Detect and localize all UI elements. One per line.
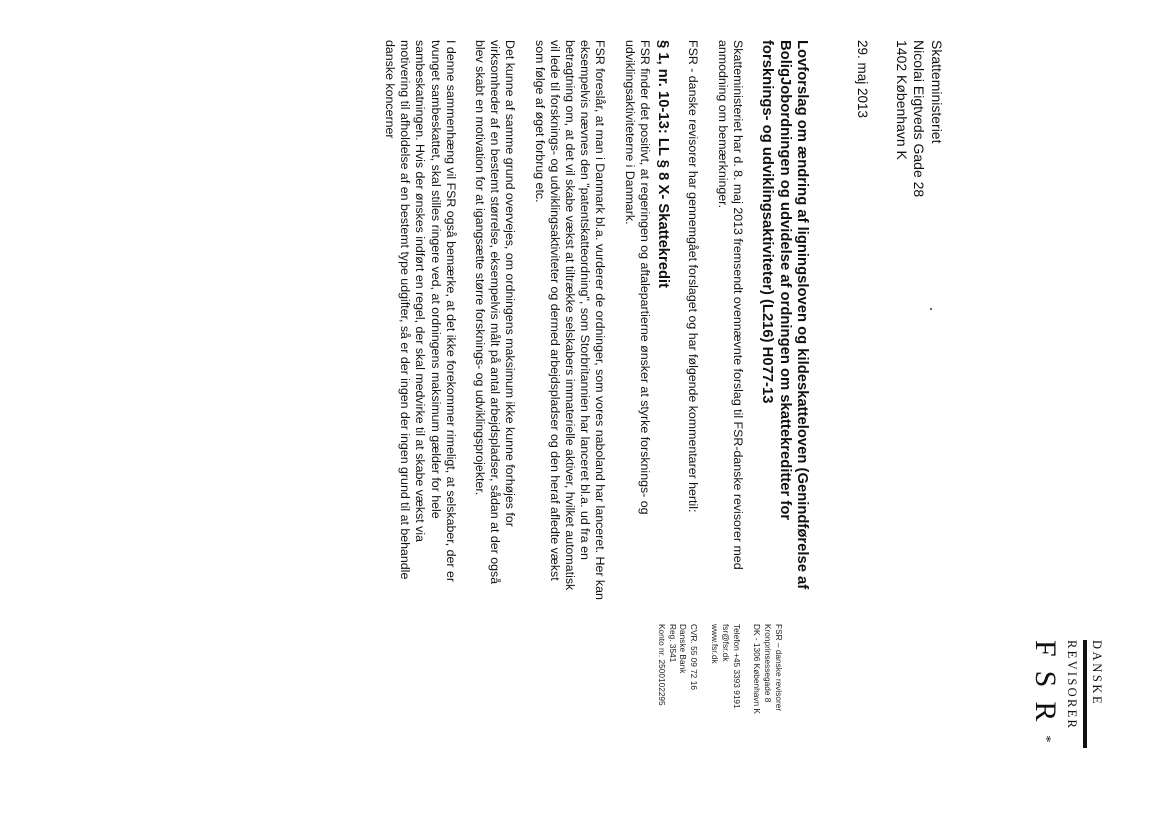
stray-mark (930, 308, 932, 310)
sender-bank: Danske Bank (678, 624, 689, 674)
sender-address (656, 624, 784, 754)
recipient-line: Skatteministeriet (929, 40, 945, 144)
logo-line-2: REVISORER (1065, 640, 1079, 731)
logo-star: * (1038, 735, 1053, 743)
logo-line-1: DANSKE (1090, 640, 1104, 707)
recipient-line: Nicolai Eigtveds Gade 28 (911, 40, 928, 198)
paragraph: FSR finder det positivt, at regeringen og aftalepartierne ønsker at styrke forsknings- og udviklingsaktiviteterne i Danmark. (622, 40, 652, 515)
paragraph: Det kunne af samme grund overvejes, om ordningens maksimum ikke kunne forhøjes for virksomheder af en bestemt størrelse, eksempelvis målt på antal arbejdspladser, sådan at der også blev skabt en motivation for at igangsætte større forsknings- og udviklingsprojekter. (472, 40, 518, 585)
paragraph: Skatteministeriet har d. 8. maj 2013 fremsendt ovennævnte forslag til FSR-danske revisorer med anmodning om bemærkninger. (715, 40, 745, 570)
logo-divider (1083, 640, 1087, 748)
letter-body (368, 40, 810, 600)
sender-line: DK - 1306 København K (752, 624, 763, 714)
fsr-logo (1029, 640, 1104, 750)
sender-bank: Konto nr. 2500102295 (656, 624, 667, 706)
recipient-line: 1402 København K (894, 40, 910, 160)
letter-date: 29. maj 2013 (855, 40, 870, 119)
logo-mark-text: FSR (1029, 640, 1062, 736)
letter-title: Lovforslag om ændring af ligningsloven og kildeskatteloven (Genindførelse af BoligJobordningen og udvidelse af ordningen om skattekreditter for forsknings- og udviklingsaktiviteter) (L216) H077-13 (759, 40, 810, 590)
paragraph: FSR - danske revisorer har gennemgået forslaget og har følgende kommentarer hertil: (686, 40, 701, 513)
spacer (699, 624, 709, 754)
spacer (742, 624, 752, 754)
section-heading: § 1, nr. 10-13: LL § 8 X- Skattekredit (655, 40, 672, 289)
sender-contact: Telefon +45 3393 9191 (731, 624, 742, 709)
sender-contact: www.fsr.dk (710, 624, 721, 664)
sender-line: FSR – danske revisorer (774, 624, 784, 712)
sender-bank: Reg. 3541 (667, 624, 678, 663)
paragraph: I denne sammenhæng vil FSR også bemærke, at det ikke forekommer rimeligt, at selskaber, der er tvunget sambeskattet, skal stilles ringere ved, at ordningens maksimum gælder for hele sambeskatningen. Hvis der ønskes indført en regel, der skal medvirke til at skabe vækst via motivering til afholdelse af en bestemt type udgifter, så er der ingen der ingen grund til at behandle danske koncerner (382, 40, 458, 582)
sender-bank: CVR. 55 09 72 16 (689, 624, 700, 690)
logo-mark (1029, 640, 1061, 750)
sender-contact: fsr@fsr.dk (720, 624, 731, 662)
recipient-address (893, 40, 946, 440)
sender-line: Kronprinsessegade 8 (763, 624, 774, 703)
paragraph: FSR foreslår, at man i Danmark bl.a. vurderer de ordninger, som vores naboland har lanceret. Her kan eksempelvis nævnes den "patentskatteordning", som Storbritannien har lanceret bl.a. ud fra en betragtning om, at det vil skabe vækst at tiltrække selskabers immaterielle aktiver, hvilket automatisk vil lede til forsknings- og udviklingsaktiviteter og dermed arbejdspladser og den heraf afledte vækst som følge af øget forbrug etc. (532, 40, 608, 600)
